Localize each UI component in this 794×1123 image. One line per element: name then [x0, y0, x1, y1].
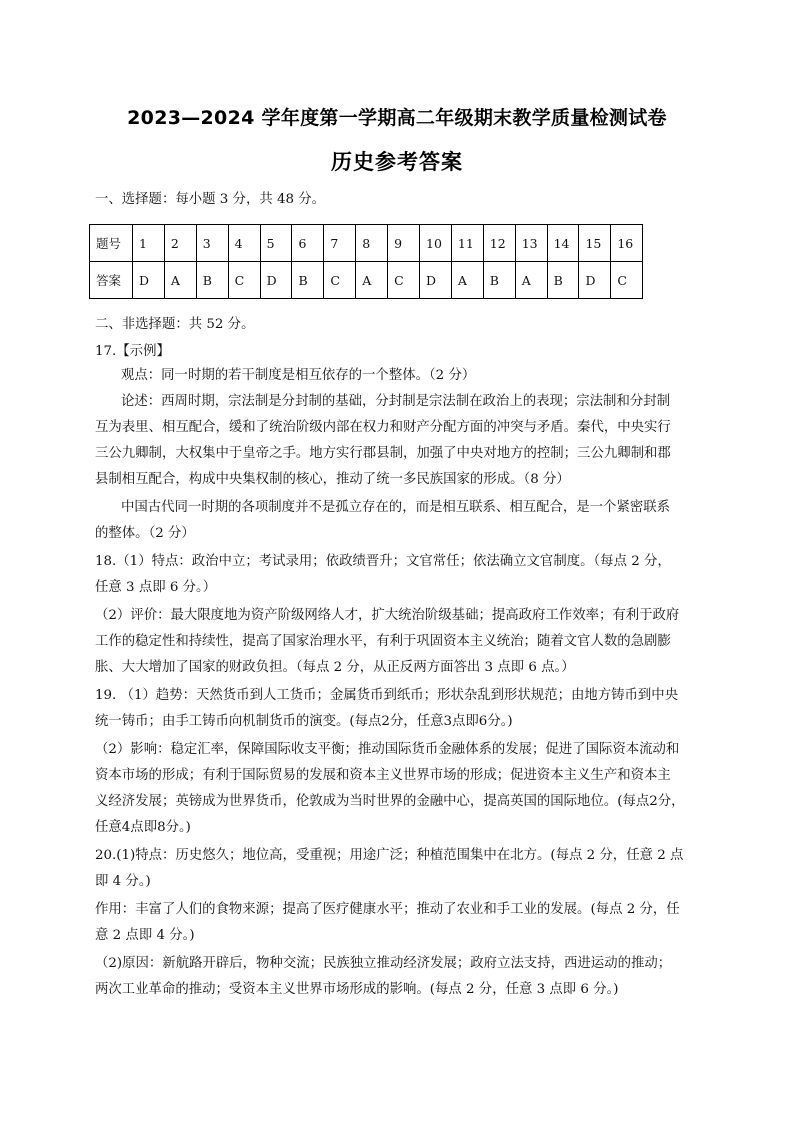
q17-argument-line: 县制相互配合，构成中央集权制的核心，推动了统一多民族国家的形成。（8 分）: [95, 472, 570, 487]
answer-cell: D: [420, 262, 452, 299]
question-number: 10: [420, 225, 452, 262]
question-number: 6: [292, 225, 324, 262]
question-number: 12: [483, 225, 515, 262]
q17-argument-line: 三公九卿制，大权集中于皇帝之手。地方实行郡县制，加强了中央对地方的控制；三公九卿制和郡: [95, 446, 671, 461]
answer-cell: A: [164, 262, 196, 299]
q18-part2-line: 胀、大大增加了国家的财政负担。（每点 2 分，从正反两方面答出 3 点即 6 点。）: [95, 660, 575, 675]
answer-cell: B: [292, 262, 324, 299]
q19-part2-line: （2）影响：稳定汇率，保障国际收支平衡；推动国际货币金融体系的发展；促进了国际资本流动和: [95, 742, 680, 757]
question-number: 8: [356, 225, 388, 262]
q17-viewpoint: 观点：同一时期的若干制度是相互依存的一个整体。（2 分）: [121, 368, 476, 383]
answer-cell: D: [579, 262, 611, 299]
q18-part1-line: 任意 3 点即 6 分。）: [95, 580, 217, 595]
answer-cell: D: [260, 262, 292, 299]
exam-title: 2023—2024 学年度第一学期高二年级期末教学质量检测试卷: [127, 107, 667, 129]
table-row-numbers: [90, 225, 643, 262]
q19-part2-line: 任意4点即8分。): [95, 820, 191, 835]
answer-table: [89, 224, 643, 299]
q17-label: 17.【示例】: [95, 344, 170, 359]
question-number: 1: [133, 225, 165, 262]
q19-part2-line: 义经济发展；英镑成为世界货币，伦敦成为当时世界的金融中心，提高英国的国际地位。(每点2分，: [95, 794, 685, 809]
q17-conclusion-line: 中国古代同一时期的各项制度并不是孤立存在的，而是相互联系、相互配合，是一个紧密联系: [121, 500, 671, 515]
question-number: 7: [324, 225, 356, 262]
answer-cell: A: [356, 262, 388, 299]
answer-cell: C: [228, 262, 260, 299]
question-number: 4: [228, 225, 260, 262]
section1-heading: 一、选择题：每小题 3 分，共 48 分。: [95, 192, 326, 207]
question-number: 3: [196, 225, 228, 262]
q17-argument-line: 互为表里、相互配合，缓和了统治阶级内部在权力和财产分配方面的冲突与矛盾。秦代，中央实行: [95, 420, 671, 435]
question-number: 9: [388, 225, 420, 262]
answer-cell: C: [611, 262, 643, 299]
exam-subtitle: 历史参考答案: [331, 150, 463, 174]
q17-conclusion-line: 的整体。（2 分）: [95, 526, 195, 541]
answer-cell: A: [515, 262, 547, 299]
section2-heading: 二、非选择题：共 52 分。: [95, 317, 255, 332]
question-number: 5: [260, 225, 292, 262]
q18-part2-line: （2）评价：最大限度地为资产阶级网络人才，扩大统治阶级基础；提高政府工作效率；有利于政府: [95, 608, 680, 623]
row-header-answer: 答案: [90, 262, 133, 299]
question-number: 14: [547, 225, 579, 262]
q18-part1-line: 18.（1）特点：政治中立；考试录用；依政绩晋升；文官常任；依法确立文官制度。（每点 2 分，: [95, 554, 671, 569]
answer-cell: B: [196, 262, 228, 299]
answer-cell: D: [133, 262, 165, 299]
question-number: 16: [611, 225, 643, 262]
table-row-answers: [90, 262, 643, 299]
q20-part2-line: 两次工业革命的推动；受资本主义世界市场形成的影响。(每点 2 分，任意 3 点即 6 分。): [95, 982, 619, 997]
q18-part2-line: 工作的稳定性和持续性，提高了国家治理水平，有利于巩固资本主义统治；随着文官人数的急剧膨: [95, 634, 671, 649]
q20-effect-line: 意 2 点即 4 分。): [95, 928, 195, 943]
q19-part2-line: 资本市场的形成；有利于国际贸易的发展和资本主义世界市场的形成；促进资本主义生产和资本主: [95, 768, 671, 783]
answer-cell: C: [388, 262, 420, 299]
answer-cell: C: [324, 262, 356, 299]
q20-part2-line: （2)原因：新航路开辟后，物种交流；民族独立推动经济发展；政府立法支持，西进运动的推动；: [95, 956, 672, 971]
q20-part1-line: 20.(1)特点：历史悠久；地位高，受重视；用途广泛；种植范围集中在北方。(每点 2 分，任意 2 点: [95, 848, 684, 863]
q17-argument-line: 论述：西周时期，宗法制是分封制的基础，分封制是宗法制在政治上的表现；宗法制和分封制: [121, 394, 671, 409]
row-header-number: 题号: [90, 225, 133, 262]
answer-cell: B: [483, 262, 515, 299]
q20-effect-line: 作用：丰富了人们的食物来源；提高了医疗健康水平；推动了农业和手工业的发展。(每点 2 分，任: [95, 902, 680, 917]
question-number: 2: [164, 225, 196, 262]
answer-cell: A: [451, 262, 483, 299]
answer-cell: B: [547, 262, 579, 299]
question-number: 13: [515, 225, 547, 262]
question-number: 15: [579, 225, 611, 262]
q19-part1-line: 19. （1）趋势：天然货币到人工货币；金属货币到纸币；形状杂乱到形状规范；由地方铸币到中央: [95, 688, 679, 703]
q20-part1-line: 即 4 分。): [95, 874, 151, 889]
question-number: 11: [451, 225, 483, 262]
q19-part1-line: 统一铸币；由手工铸币向机制货币的演变。(每点2分，任意3点即6分。): [95, 714, 513, 729]
